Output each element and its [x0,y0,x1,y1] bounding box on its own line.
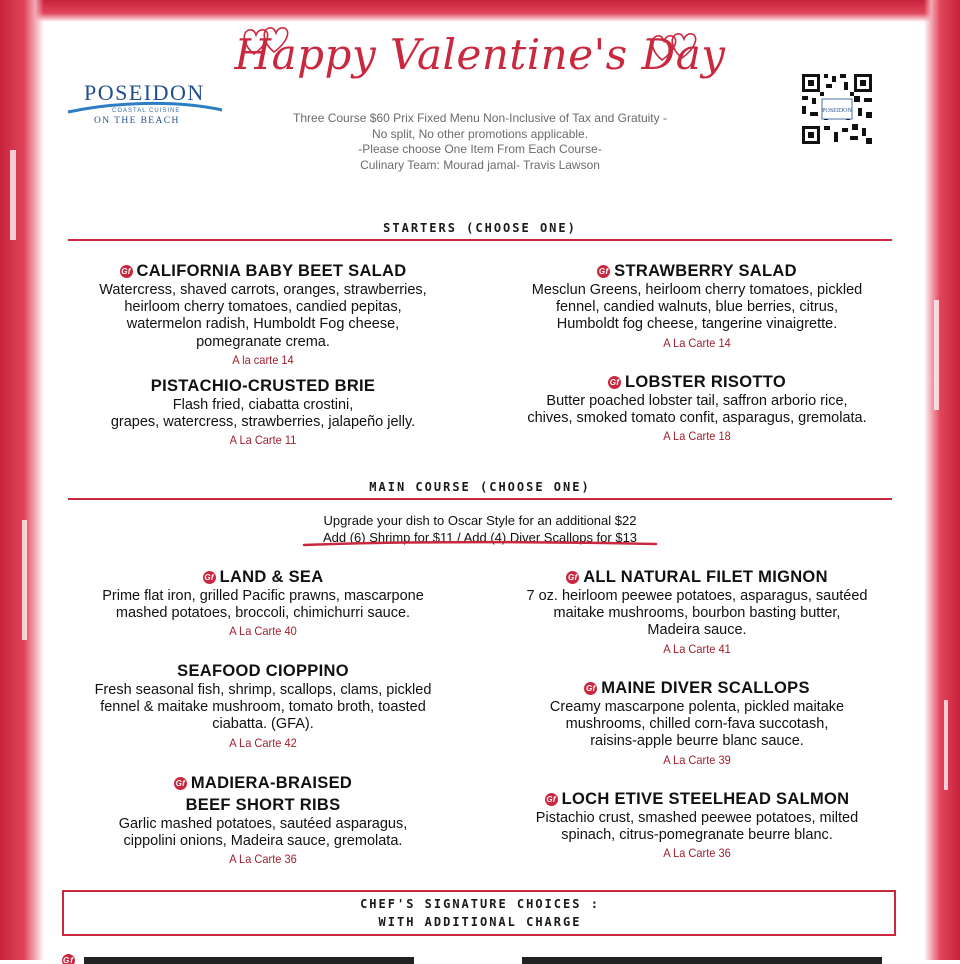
gluten-free-icon: Gf [567,573,578,582]
poseidon-logo [66,78,226,130]
menu-item [68,377,458,447]
menu-item [500,568,894,656]
item-price: A La Carte 40 [229,624,297,639]
main-course-heading: MAIN COURSE (CHOOSE ONE) [369,480,591,494]
item-name: STRAWBERRY SALAD [614,262,797,280]
underline-swash [300,540,660,548]
gluten-free-icon: Gf [609,378,620,387]
cut-off-row [62,952,442,964]
item-description [68,682,458,734]
desc-line: Humboldt fog cheese, tangerine vinaigrette. [556,316,838,333]
item-price: A la carte 14 [232,352,294,367]
item-price: A La Carte 11 [229,433,297,448]
main-course-rule [68,498,892,500]
qr-code-icon [800,72,874,146]
gluten-free-icon: Gf [546,795,556,804]
gluten-free-icon: Gf [598,267,609,276]
item-name-row [500,679,894,698]
item-name-line: BEEF SHORT RIBS [185,796,341,814]
signature-subheading: WITH ADDITIONAL CHARGE [378,915,582,929]
menu-item [500,373,894,443]
menu-item [500,790,894,860]
cut-off-row [522,952,902,964]
desc-line: fennel, candied walnuts, blue berries, citrus, [555,299,839,316]
desc-line: Garlic mashed potatoes, sautéed asparagus, [118,816,408,832]
menu-item [68,774,458,866]
item-description [500,588,894,640]
logo-main: POSEIDON [84,80,205,105]
frame-top [0,0,960,22]
intro-text [220,111,740,173]
signature-heading: CHEF'S SIGNATURE CHOICES : [360,897,600,911]
gluten-free-icon: Gf [121,267,131,276]
item-name: MAINE DIVER SCALLOPS [601,679,810,697]
desc-line: watermelon radish, Humboldt Fog cheese, [126,316,400,333]
desc-line: mushrooms, chilled corn-fava succotash, [565,716,829,733]
logo-beach: ON THE BEACH [94,116,180,126]
desc-line: heirloom cherry tomatoes, candied pepitas, [124,299,402,316]
frame-streak [944,700,948,790]
item-description [68,588,458,622]
item-description [500,282,894,334]
page-title: Happy Valentine's Day [234,30,726,79]
desc-line: Fresh seasonal fish, shrimp, scallops, clams, pickled [94,682,432,698]
gluten-free-icon: Gf [585,684,596,693]
item-name-row [500,373,894,392]
gluten-free-icon: Gf [175,779,186,788]
item-description [68,397,458,431]
intro-line: No split, No other promotions applicable. [371,126,589,141]
frame-streak [934,300,939,410]
item-price: A La Carte 36 [663,846,731,861]
starters-rule [68,239,892,241]
item-description [500,393,894,427]
upgrade-line: Add (6) Shrimp for $11 / Add (4) Diver Scallops for $13 [322,530,638,545]
intro-line: Culinary Team: Mourad jamal- Travis Lawson [360,157,600,172]
item-price: A La Carte 39 [663,752,731,767]
item-name: LOBSTER RISOTTO [625,373,786,391]
menu-item [68,568,458,638]
item-name-row [500,262,894,281]
starters-heading: STARTERS (CHOOSE ONE) [383,221,577,235]
item-name: MADIERA-BRAISED [190,774,353,792]
logo-sub: COASTAL CUISINE [112,108,181,114]
item-name: PISTACHIO-CRUSTED BRIE [150,377,376,395]
item-description [500,699,894,751]
cut-off-text [84,957,414,964]
desc-line: spinach, citrus-pomegranate beurre blanc. [561,827,833,844]
desc-line: cippolini onions, Madeira sauce, gremolata. [123,833,403,850]
intro-line: -Please choose One Item From Each Course- [358,142,602,156]
item-name-row [500,790,894,809]
menu-item [68,662,458,750]
gluten-free-icon: Gf [62,954,75,964]
item-description [68,282,458,351]
item-description [500,810,894,844]
desc-line: Butter poached lobster tail, saffron arborio rice, [546,393,848,409]
item-name: ALL NATURAL FILET MIGNON [583,568,828,586]
desc-line: Prime flat iron, grilled Pacific prawns, mascarpone [102,588,424,604]
menu-item [68,262,458,367]
upgrade-line: Upgrade your dish to Oscar Style for an additional $22 [323,513,637,528]
item-name-row [68,774,458,815]
item-price: A La Carte 36 [229,852,297,867]
item-price: A La Carte 18 [663,429,731,444]
item-price: A La Carte 42 [229,735,297,750]
intro-line: Three Course $60 Prix Fixed Menu Non-Inclusive of Tax and Gratuity - [293,111,667,125]
item-name-row [500,568,894,587]
desc-line: Flash fried, ciabatta crostini, [172,397,354,413]
item-price: A La Carte 41 [663,641,731,656]
item-name: LOCH ETIVE STEELHEAD SALMON [561,790,850,808]
desc-line: chives, smoked tomato confit, asparagus, gremolata. [527,410,867,427]
menu-item [500,262,894,350]
desc-line: Creamy mascarpone polenta, pickled maitake [549,699,845,715]
gluten-free-icon: Gf [204,573,214,582]
desc-line: ciabatta. (GFA). [212,716,314,733]
cut-off-text [522,957,882,964]
menu-item [500,679,894,767]
item-name: CALIFORNIA BABY BEET SALAD [136,262,407,280]
desc-line: fennel & maitake mushroom, tomato broth, toasted [100,699,426,716]
desc-line: Mesclun Greens, heirloom cherry tomatoes, pickled [531,282,863,298]
item-name: SEAFOOD CIOPPINO [177,662,349,680]
item-name-line [68,774,458,793]
desc-line: Watercress, shaved carrots, oranges, strawberries, [99,282,427,298]
qr-label: POSEIDON [822,108,852,114]
desc-line: raisins-apple beurre blanc sauce. [590,733,804,750]
item-description [68,816,458,850]
item-name: LAND & SEA [219,568,324,586]
item-name-row [68,568,458,587]
desc-line: 7 oz. heirloom peewee potatoes, asparagus, sautéed [526,588,868,604]
desc-line: maitake mushrooms, bourbon basting butter, [553,605,841,622]
item-name-row [68,262,458,281]
item-price: A La Carte 14 [663,335,731,350]
desc-line: pomegranate crema. [196,333,330,350]
desc-line: mashed potatoes, broccoli, chimichurri sauce. [115,605,411,622]
desc-line: Pistachio crust, smashed peewee potatoes, milted [535,810,859,826]
desc-line: grapes, watercress, strawberries, jalapeño jelly. [110,414,416,431]
desc-line: Madeira sauce. [647,622,747,639]
